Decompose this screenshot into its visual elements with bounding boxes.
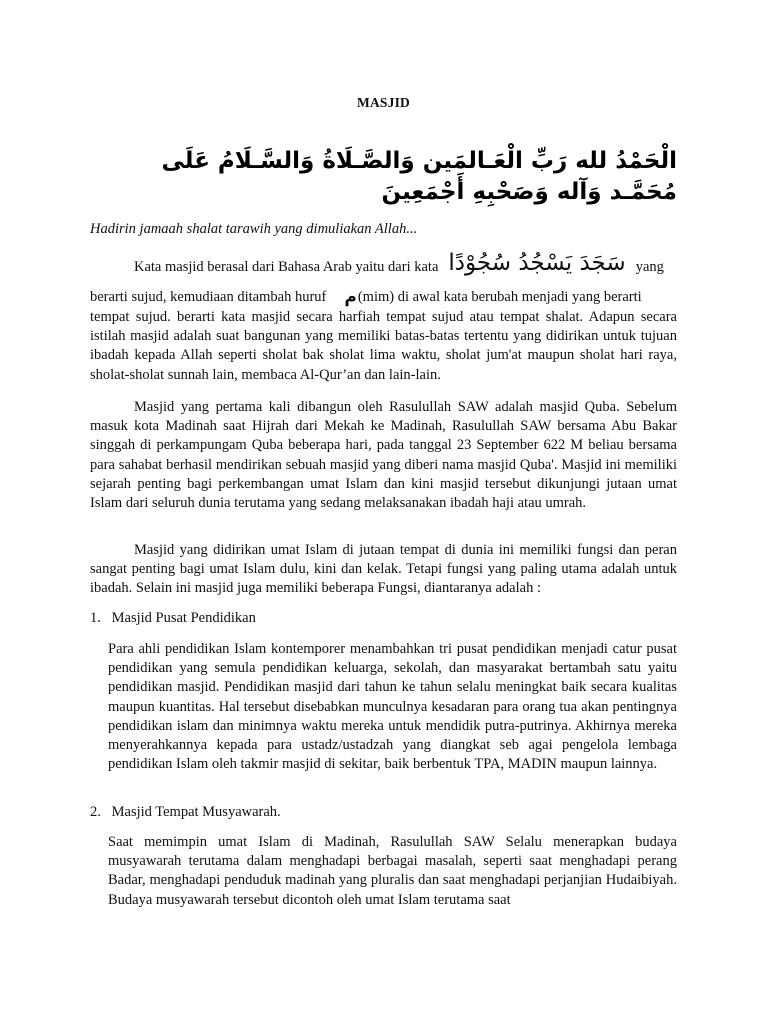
etymology-line2-start: berarti sujud, kemudiaan ditambah huruf [90, 288, 327, 305]
etymology-intro: Kata masjid berasal dari Bahasa Arab yaitu dari kata [134, 258, 439, 275]
list-item-text: Para ahli pendidikan Islam kontemporer menambahkan tri pusat pendidikan menjadi catur pusat pendidikan yang semula pendidikan keluarga, sekolah, dan masyarakat bertambah satu yaitu pendidikan masjid. Pendidikan masjid dari tahun ke tahun selalu meningkat baik secara kualitas maupun kuantitas. Hal tersebut disebabkan munculnya kesadaran para orang tua akan pentingnya pendidikan islam dan minimnya waktu mereka untuk mendidik putra-putrinya. Akhirnya mereka menyerahkannya kepada para ustadz/ustadzah yang diangkat seb agai pengelola lembaga pendidikan Islam oleh takmir masjid di sekitar, baik berbentuk TPA, MADIN maupun lainnya. [108, 641, 677, 773]
paragraph-history: Masjid yang pertama kali dibangun oleh Rasulullah SAW adalah masjid Quba. Sebelum masuk kota Madinah saat Hijrah dari Mekah ke Madinah, Rasulullah SAW bersama Abu Bakar singgah di perkampungam Quba beberapa hari, pada tanggal 23 September 622 M beliau bersama para sahabat berhasil mendirikan sebuah masjid yang diberi nama masjid Quba'. Masjid ini memiliki sejarah penting bagi perkembangan umat Islam dan kini masjid tersebut dikunjungi jutaan umat Islam dari seluruh dunia terutama yang sedang melaksanakan ibadah haji atau umrah. [90, 399, 677, 512]
etymology-yang: yang [635, 258, 664, 275]
greeting-line: Hadirin jamaah shalat tarawih yang dimuliakan Allah... [90, 221, 418, 237]
etymology-rest: tempat sujud. berarti kata masjid secara harfiah tempat sujud atau tempat shalat. Adapun secara istilah masjid adalah suat bangunan yang memiliki batas-batas tertentu yang didirikan untuk tujuan ibadah kepada Allah seperti sholat bak sholat lima waktu, sholat jum'at maupun sholat hari raya, sholat-sholat sunnah lain, membaca Al-Qur’an dan lain-lain. [90, 309, 677, 383]
etymology-line2-end: (mim) di awal kata berubah menjadi yang berarti [357, 288, 642, 305]
arabic-mim-letter: م [344, 287, 357, 307]
list-item-text: Saat memimpin umat Islam di Madinah, Rasulullah SAW Selalu menerapkan budaya musyawarah terutama dalam menghadapi berbagai masalah, seperti saat menghadapi perang Badar, menghadapi penduduk madinah yang pluralis dan saat menghadapi perjanjian Hudaibiyah. Budaya musyawarah tersebut dicontoh oleh umat Islam terutama saat [108, 834, 677, 908]
arabic-root-word: سَجَدَ يَسْجُدُ سُجُوْدًا [448, 250, 626, 276]
list-heading: Masjid Pusat Pendidikan [111, 610, 256, 626]
list-item-heading [90, 804, 281, 821]
document-title: MASJID [357, 95, 410, 110]
list-item-heading [90, 610, 256, 627]
arabic-opening-prayer: الْحَمْدُ لله رَبِّ الْعَـالمَين وَالصَّـلَاةُ وَالسَّـلَامُ عَلَى مُحَمَّـد وَآله وَصَحْبِهِ أَجْمَعِينَ [161, 148, 677, 205]
list-heading: Masjid Tempat Musyawarah. [111, 804, 281, 820]
list-number: 1. [90, 610, 101, 626]
paragraph-etymology [90, 250, 677, 385]
paragraph-functions: Masjid yang didirikan umat Islam di jutaan tempat di dunia ini memiliki fungsi dan peran sangat penting bagi umat Islam dulu, kini dan kelak. Tetapi fungsi yang paling utama adalah untuk ibadah. Selain ini masjid juga memiliki beberapa Fungsi, diantaranya adalah : [90, 542, 677, 597]
list-number: 2. [90, 804, 101, 820]
